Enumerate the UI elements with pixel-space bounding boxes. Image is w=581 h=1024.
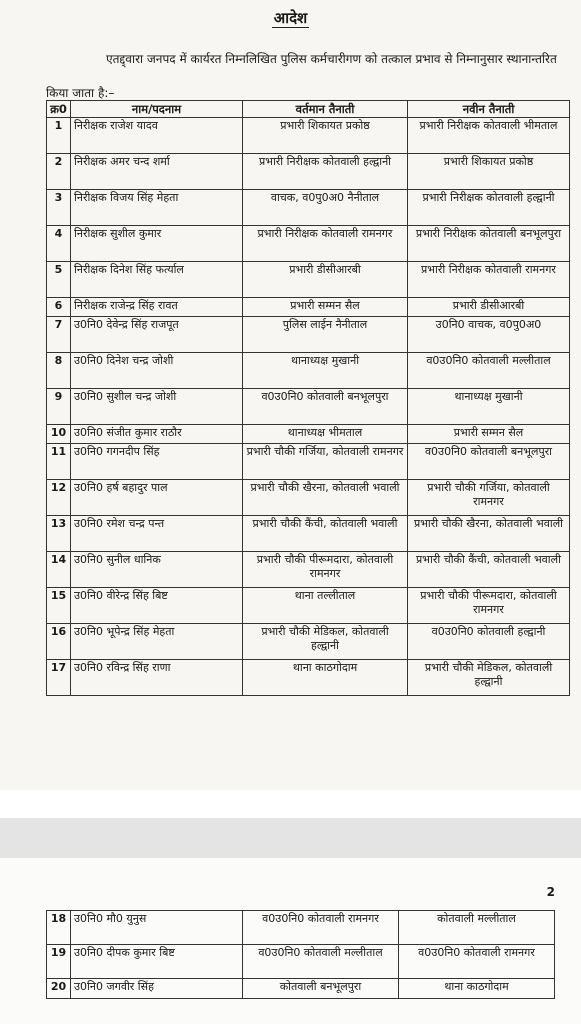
cell-new-posting: कोतवाली मल्लीताल <box>399 911 555 945</box>
table-row <box>47 552 570 588</box>
cell-sno: 18 <box>47 911 71 945</box>
cell-sno: 8 <box>47 353 71 389</box>
cell-new-posting: प्रभारी निरीक्षक कोतवाली रामनगर <box>408 262 570 298</box>
cell-name: उ0नि0 रमेश चन्द्र पन्त <box>71 516 243 552</box>
cell-new-posting: व0उ0नि0 कोतवाली हल्द्वानी <box>408 624 570 660</box>
cell-sno: 6 <box>47 298 71 317</box>
table-row <box>47 588 570 624</box>
cell-name: उ0नि0 वीरेन्द्र सिंह बिष्ट <box>71 588 243 624</box>
table-row <box>47 516 570 552</box>
cell-current-posting: प्रभारी सम्मन सैल <box>243 298 408 317</box>
table-row <box>47 226 570 262</box>
cell-sno: 9 <box>47 389 71 425</box>
table-row <box>47 118 570 154</box>
cell-new-posting: प्रभारी चौकी गर्जिया, कोतवाली रामनगर <box>408 480 570 516</box>
cell-sno: 10 <box>47 425 71 444</box>
table-row <box>47 389 570 425</box>
cell-name: उ0नि0 हर्ष बहादुर पाल <box>71 480 243 516</box>
table-row <box>47 624 570 660</box>
table-row <box>47 945 555 979</box>
cell-new-posting: उ0नि0 वाचक, व0पु0अ0 <box>408 317 570 353</box>
cell-sno: 3 <box>47 190 71 226</box>
cell-current-posting: थानाध्यक्ष भीमताल <box>243 425 408 444</box>
cell-current-posting: थानाध्यक्ष मुखानी <box>243 353 408 389</box>
cell-name: निरीक्षक विजय सिंह मेहता <box>71 190 243 226</box>
transfer-table-body <box>47 118 570 696</box>
cell-sno: 11 <box>47 444 71 480</box>
cell-name: निरीक्षक अमर चन्द शर्मा <box>71 154 243 190</box>
cell-current-posting: थाना तल्लीताल <box>243 588 408 624</box>
cell-sno: 15 <box>47 588 71 624</box>
column-header-sno: क्र0 <box>47 101 71 118</box>
cell-current-posting: व0उ0नि0 कोतवाली रामनगर <box>243 911 399 945</box>
cell-new-posting: प्रभारी चौकी कैंची, कोतवाली भवाली <box>408 552 570 588</box>
order-intro-paragraph: एतद्द्वारा जनपद में कार्यरत निम्नलिखित पुलिस कर्मचारीगण को तत्काल प्रभाव से निम्नानुसार स्थानान्तरित किया जाता है:– <box>46 52 557 100</box>
cell-name: उ0नि0 भूपेन्द्र सिंह मेहता <box>71 624 243 660</box>
cell-sno: 20 <box>47 979 71 999</box>
order-heading: आदेश <box>273 9 308 27</box>
cell-new-posting: व0उ0नि0 कोतवाली रामनगर <box>399 945 555 979</box>
table-header-row <box>47 101 570 118</box>
cell-name: उ0नि0 दीपक कुमार बिष्ट <box>71 945 243 979</box>
cell-new-posting: प्रभारी शिकायत प्रकोष्ठ <box>408 154 570 190</box>
cell-new-posting: प्रभारी चौकी मेडिकल, कोतवाली हल्द्वानी <box>408 660 570 696</box>
cell-sno: 16 <box>47 624 71 660</box>
cell-current-posting: पुलिस लाईन नैनीताल <box>243 317 408 353</box>
cell-current-posting: प्रभारी शिकायत प्रकोष्ठ <box>243 118 408 154</box>
table-row <box>47 317 570 353</box>
cell-name: उ0नि0 देवेन्द्र सिंह राजपूत <box>71 317 243 353</box>
cell-sno: 1 <box>47 118 71 154</box>
table-row <box>47 425 570 444</box>
cell-name: निरीक्षक राजेश यादव <box>71 118 243 154</box>
cell-current-posting: प्रभारी चौकी गर्जिया, कोतवाली रामनगर <box>243 444 408 480</box>
cell-name: उ0नि0 गगनदीप सिंह <box>71 444 243 480</box>
cell-sno: 5 <box>47 262 71 298</box>
table-row <box>47 190 570 226</box>
cell-name: निरीक्षक दिनेश सिंह फर्त्याल <box>71 262 243 298</box>
cell-name: उ0नि0 सुशील चन्द्र जोशी <box>71 389 243 425</box>
cell-new-posting: प्रभारी निरीक्षक कोतवाली हल्द्वानी <box>408 190 570 226</box>
cell-name: उ0नि0 दिनेश चन्द्र जोशी <box>71 353 243 389</box>
table-row <box>47 154 570 190</box>
cell-sno: 17 <box>47 660 71 696</box>
cell-new-posting: थाना काठगोदाम <box>399 979 555 999</box>
cell-new-posting: प्रभारी निरीक्षक कोतवाली भीमताल <box>408 118 570 154</box>
cell-current-posting: कोतवाली बनभूलपुरा <box>243 979 399 999</box>
cell-sno: 13 <box>47 516 71 552</box>
column-header-name: नाम/पदनाम <box>71 101 243 118</box>
transfer-table-continued-body <box>47 911 555 999</box>
table-row <box>47 298 570 317</box>
cell-current-posting: प्रभारी निरीक्षक कोतवाली रामनगर <box>243 226 408 262</box>
cell-current-posting: थाना काठगोदाम <box>243 660 408 696</box>
table-row <box>47 660 570 696</box>
cell-current-posting: प्रभारी निरीक्षक कोतवाली हल्द्वानी <box>243 154 408 190</box>
cell-current-posting: प्रभारी डीसीआरबी <box>243 262 408 298</box>
table-row <box>47 262 570 298</box>
cell-new-posting: प्रभारी चौकी खैरना, कोतवाली भवाली <box>408 516 570 552</box>
cell-sno: 12 <box>47 480 71 516</box>
cell-sno: 4 <box>47 226 71 262</box>
cell-new-posting: प्रभारी चौकी पीरूमदारा, कोतवाली रामनगर <box>408 588 570 624</box>
cell-current-posting: प्रभारी चौकी कैंची, कोतवाली भवाली <box>243 516 408 552</box>
cell-new-posting: थानाध्यक्ष मुखानी <box>408 389 570 425</box>
page-separator <box>0 818 581 858</box>
cell-current-posting: व0उ0नि0 कोतवाली बनभूलपुरा <box>243 389 408 425</box>
cell-name: उ0नि0 मौ0 युनुस <box>71 911 243 945</box>
cell-new-posting: व0उ0नि0 कोतवाली बनभूलपुरा <box>408 444 570 480</box>
cell-current-posting: प्रभारी चौकी खैरना, कोतवाली भवाली <box>243 480 408 516</box>
table-row <box>47 353 570 389</box>
cell-new-posting: व0उ0नि0 कोतवाली मल्लीताल <box>408 353 570 389</box>
cell-current-posting: व0उ0नि0 कोतवाली मल्लीताल <box>243 945 399 979</box>
table-row <box>47 444 570 480</box>
cell-new-posting: प्रभारी डीसीआरबी <box>408 298 570 317</box>
column-header-new: नवीन तैनाती <box>408 101 570 118</box>
table-row <box>47 911 555 945</box>
transfer-table <box>46 100 570 696</box>
cell-sno: 2 <box>47 154 71 190</box>
cell-name: निरीक्षक सुशील कुमार <box>71 226 243 262</box>
cell-name: उ0नि0 जगवीर सिंह <box>71 979 243 999</box>
cell-current-posting: प्रभारी चौकी पीरूमदारा, कोतवाली रामनगर <box>243 552 408 588</box>
cell-name: निरीक्षक राजेन्द्र सिंह रावत <box>71 298 243 317</box>
column-header-current: वर्तमान तैनाती <box>243 101 408 118</box>
cell-sno: 7 <box>47 317 71 353</box>
cell-name: उ0नि0 रविन्द्र सिंह राणा <box>71 660 243 696</box>
cell-new-posting: प्रभारी निरीक्षक कोतवाली बनभूलपुरा <box>408 226 570 262</box>
cell-current-posting: वाचक, व0पु0अ0 नैनीताल <box>243 190 408 226</box>
table-row <box>47 979 555 999</box>
page-number: 2 <box>546 885 555 899</box>
cell-sno: 19 <box>47 945 71 979</box>
transfer-table-continued <box>46 910 555 999</box>
cell-name: उ0नि0 सुनील धानिक <box>71 552 243 588</box>
cell-current-posting: प्रभारी चौकी मेडिकल, कोतवाली हल्द्वानी <box>243 624 408 660</box>
cell-name: उ0नि0 संजीत कुमार राठौर <box>71 425 243 444</box>
table-row <box>47 480 570 516</box>
cell-sno: 14 <box>47 552 71 588</box>
cell-new-posting: प्रभारी सम्मन सैल <box>408 425 570 444</box>
